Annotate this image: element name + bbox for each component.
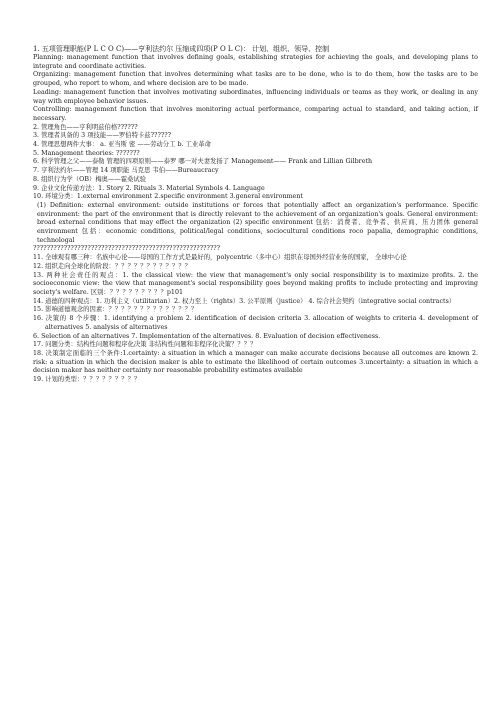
item-11-global-views: 11. 全球观有哪三种：名族中心论——母国的工作方式是最好的，polycentric（多中心）组织在母国外经营业务的国家， 全球中心论	[33, 254, 407, 262]
controlling-definition: Controlling: management function that involves monitoring actual performance, comparing actual to standard, and taking action, if necessary.	[33, 106, 478, 122]
item-9-culture-transmission: 9. 企业文化传递方法：1. Story 2. Rituals 3. Material Symbols 4. Language	[33, 184, 265, 192]
item-4-management-events: 4. 管理思想两件大事： a. 亚当斯 密 ——劳动分工 b. 工业革命	[33, 141, 211, 149]
question-mark-line: ???????????????????????????????????????????????????????	[33, 245, 221, 253]
item-15-ethics-factors: 15. 影响道德观念的因素：？？？？？？？？？？？？？？	[33, 306, 198, 314]
item-5-management-theories: 5. Management theories: ???????	[33, 149, 140, 157]
item-12-globalization-stages: 12. 组织走向全球化的阶段：？？？？？？？？？？？？	[33, 262, 192, 270]
item-19-plan-types: 19. 计划的类型：？？？？？？？？？	[33, 376, 141, 384]
item-13-social-responsibility: 13. 两种社会责任的观点：1. the classical view: the view that management's only social responsibility is to maximize profits. 2. the socioeconomic view: the view that management's social responsibility goes beyond making profits to include protecting and improving society's welfare. 区别：？？？？？？？？？p101	[33, 271, 478, 296]
item-18-decision-conditions: 18. 决策制定面临的三个条件:1.certainty: a situation in which a manager can make accurate decisions because all outcomes are known 2. risk: a situation in which the decision maker is able to estimate the likelihood of certain outcomes 3.uncertainty: a situation in which a decision maker has neither certainty nor reasonable probability estimates available	[33, 349, 478, 375]
item-1-management-functions: 1. 五项管理职能(P L C O C)——亨利法约尔 压缩成四项(P O L C)： 计划、组织、领导、控制	[33, 45, 330, 53]
decision-steps-continued: 6. Selection of an alternatives 7. Implementation of the alternatives. 8. Evaluation of decision effectiveness.	[33, 332, 381, 340]
organizing-definition: Organizing: management function that involves determining what tasks are to be done, who is to do them, how the tasks are to be grouped, who report to whom, and where decision are to be made.	[33, 71, 478, 88]
item-7-fayol-weber: 7. 亨利法约尔——管理 14 项职能 马克思 韦伯——Bureaucracy	[33, 167, 219, 175]
planning-definition: Planning: management function that involves defining goals, establishing strategies for achieving the goals, and developing plans to integrate and coordinate activities.	[33, 54, 478, 70]
item-16-decision-steps: 16. 决策的 8 个步骤：1. identifying a problem 2. identification of decision criteria 3. allocation of weights to criteria 4. development of alternatives 5. analysis of alternatives	[33, 315, 478, 331]
leading-definition: Leading: management function that involves motivating subordinates, influencing individuals or teams as they work, or dealing in any way with employee behavior issues.	[33, 88, 478, 105]
item-17-problem-types: 17. 问题分类：结构性问题和程序化决策 非结构性问题和非程序化决策？？？？	[33, 341, 257, 349]
item-10-environment-types: 10. 环境分类：1.external environment 2.specific environment 3.general environment	[33, 193, 303, 201]
item-2-management-roles: 2. 管理角色——亨利明兹伯格??????	[33, 123, 138, 131]
item-8-organizational-behavior: 8. 组织行为学（OB）梅奥——霍桑试验	[33, 175, 147, 183]
item-3-manager-skills: 3. 管理者具备的 3 项技能——罗伯特卡兹??????	[33, 132, 172, 140]
item-6-scientific-management: 6. 科学管理之父——泰勒 管理的四项原则——泰罗 哪一对夫妻发扬了 Management—— Frank and Lillian Gilbreth	[33, 158, 373, 166]
environment-definitions: (1) Definition: external environment: outside institutions or forces that potentially affect an organization's performance. Specific environment: the part of the environment that is directly relevant to the achievement of an organization's goals. General environment: broad external conditions that may effect the organization (2) specific environment 包括：消费者、竞争者、供应商、压力团体 general environment 包括：economic conditions, political/legal conditions, sociocultural conditions roco papalia, demographic conditions, technologal	[37, 201, 478, 244]
item-14-ethics-views: 14. 道德的四种观点：1. 功利主义（utilitarian）2. 权力至上（rights）3. 公平原则（justice） 4. 综合社会契约（integrative social contracts）	[33, 297, 456, 305]
